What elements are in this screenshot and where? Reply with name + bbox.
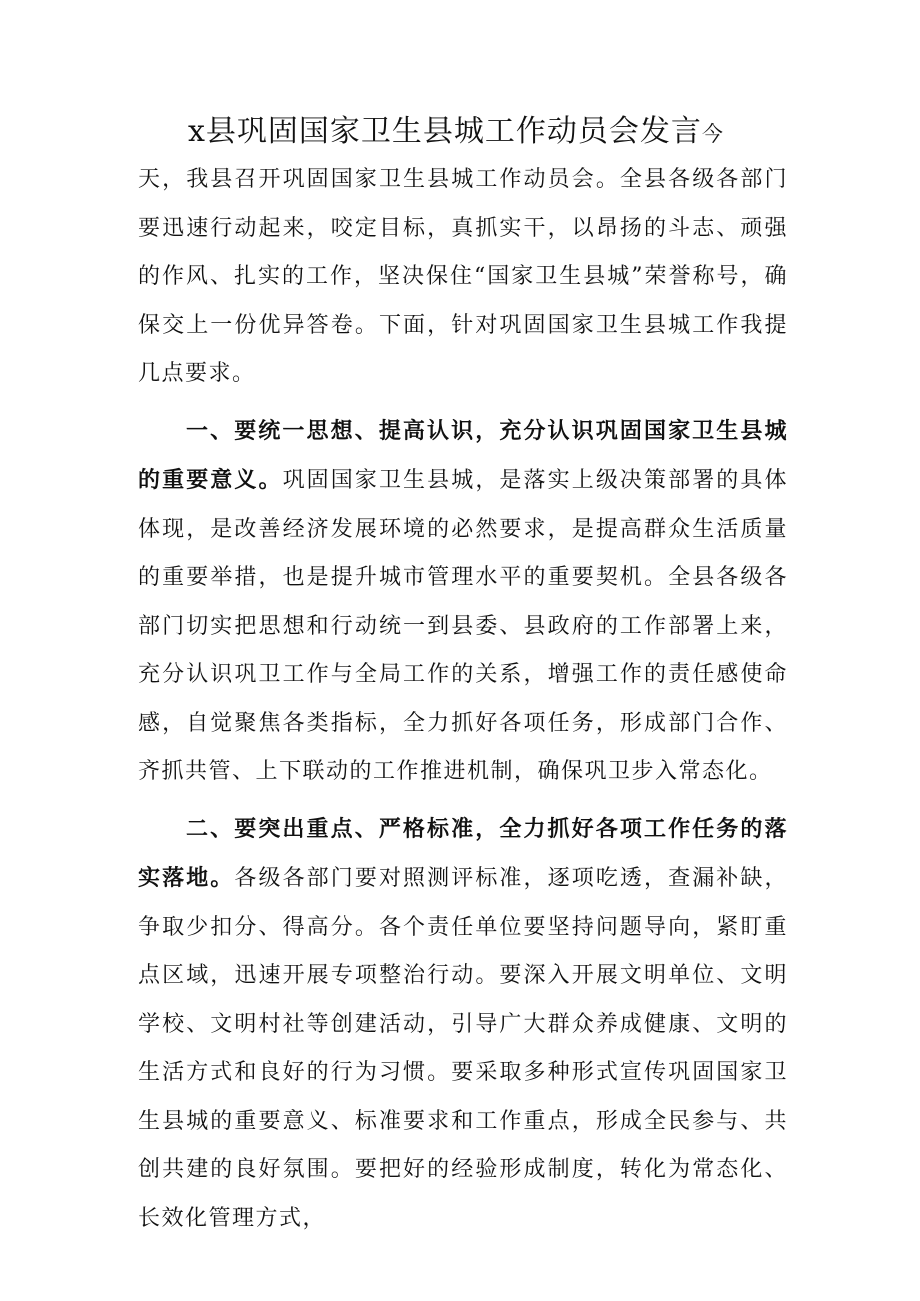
section-heading-2: 二、要突出重点、严格标准，全力抓好各项工作任务的落实落地。 — [138, 815, 788, 891]
title-line — [138, 108, 788, 156]
section-paragraph-1 — [138, 407, 788, 797]
section-body-2: 各级各部门要对照测评标准，逐项吃透，查漏补缺，争取少扣分、得高分。各个责任单位要坚持问题导向，紧盯重点区域，迅速开展专项整治行动。要深入开展文明单位、文明学校、文明村社等创建活动，引导广大群众养成健康、文明的生活方式和良好的行为习惯。要采取多种形式宣传巩固国家卫生县城的重要意义、标准要求和工作重点，形成全民参与、共创共建的良好氛围。要把好的经验形成制度，转化为常态化、长效化管理方式， — [138, 866, 788, 1231]
document-title: x县巩固国家卫生县城工作动员会发言 — [188, 114, 702, 149]
intro-lead: 今 — [701, 122, 724, 146]
section-paragraph-2 — [138, 805, 788, 1244]
document-content — [138, 108, 788, 1243]
intro-paragraph — [138, 156, 788, 399]
intro-body: 天，我县召开巩固国家卫生县城工作动员会。全县各级各部门要迅速行动起来，咬定目标，真抓实干，以昂扬的斗志、顽强的作风、扎实的工作，坚决保住“国家卫生县城”荣誉称号，确保交上一份优异答卷。下面，针对巩固国家卫生县城工作我提几点要求。 — [138, 167, 788, 386]
section-body-1: 巩固国家卫生县城，是落实上级决策部署的具体体现，是改善经济发展环境的必然要求，是提高群众生活质量的重要举措，也是提升城市管理水平的重要契机。全县各级各部门切实把思想和行动统一到县委、县政府的工作部署上来，充分认识巩卫工作与全局工作的关系，增强工作的责任感使命感，自觉聚焦各类指标，全力抓好各项任务，形成部门合作、齐抓共管、上下联动的工作推进机制，确保巩卫步入常态化。 — [138, 468, 788, 784]
section-heading-1: 一、要统一思想、提高认识，充分认识巩固国家卫生县城的重要意义。 — [138, 417, 788, 493]
